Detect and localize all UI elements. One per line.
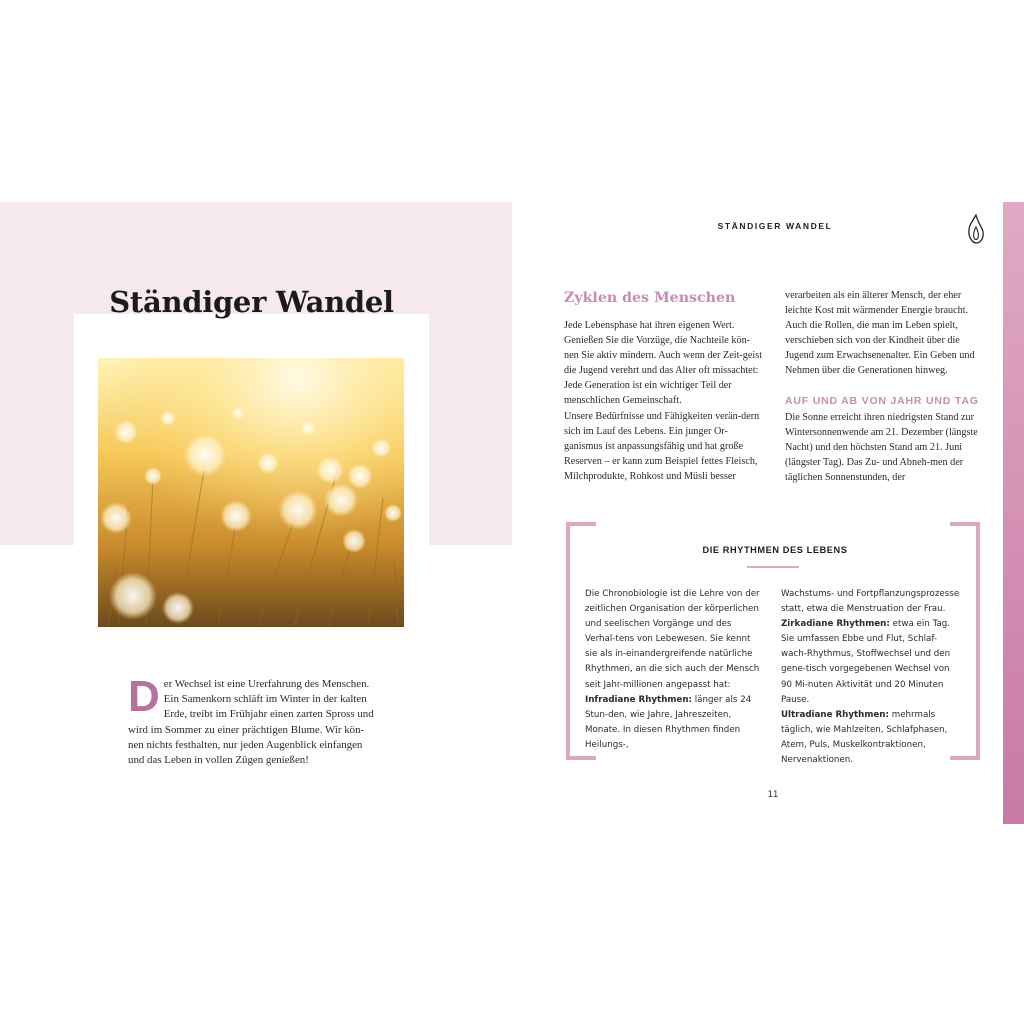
- dandelion-photo: [98, 358, 404, 627]
- flame-icon: [966, 214, 986, 244]
- ultradian-label: Ultradiane Rhythmen:: [781, 709, 889, 720]
- page-edge-strip: [1003, 202, 1024, 824]
- box-column-1: [585, 587, 763, 753]
- col2-paragraph-2: Die Sonne erreicht ihren niedrigsten Stand zur Wintersonnenwende am 21. Dezember (längste Nacht) und den höchsten Stand am 21. Juni (längster Tag). Das Zu- und Abneh-men der täglichen Sonnenstunden, der: [785, 411, 978, 483]
- col1-paragraph-1: Jede Lebensphase hat ihren eigenen Wert. Genießen Sie die Vorzüge, die Nachteile kön-nen Sie aktiv mindern. Auch wenn der Zeit-geist die Jugend verehrt und das Alter oft missachtet: Jede Generation ist ein wichtiger Teil der menschlichen Gemeinschaft.: [564, 320, 763, 407]
- text-column-2: [785, 288, 985, 485]
- col1-paragraph-2: Unsere Bedürfnisse und Fähigkeiten verän-dern sich im Lauf des Lebens. Ein junger Or-ganismus ist anpassungsfähig und hat große Reserven – er kann zum Beispiel fettes Fleisch, Milchprodukte, Rohkost und Müsli besser: [564, 410, 760, 482]
- intro-text: er Wechsel ist eine Urerfahrung des Menschen. Ein Samenkorn schläft im Winter in der kalten Erde, treibt im Frühjahr einen zarten Spross und wird im Sommer zu einer prächtigen Blume. Wir kön-nen nichts festhalten, nur jeden Augenblick einfangen und das Leben in vollen Zügen genießen!: [128, 678, 374, 767]
- infradian-label: Infradiane Rhythmen:: [585, 694, 692, 705]
- box-col1-text: Die Chronobiologie ist die Lehre von der zeitlichen Organisation der körperlichen und seelischen Vorgänge und des Verhal-tens von Lebewesen. Sie kennt sie als in-einandergreifende natürliche Rhythmen, an die sich auch der Mensch seit Jahr-millionen angepasst hat:: [585, 589, 760, 690]
- intro-paragraph: [128, 672, 376, 768]
- col2-paragraph-1: verarbeiten als ein älterer Mensch, der eher leichte Kost mit wärmender Energie braucht. Auch die Rollen, die man im Leben spielt, verschieben sich von der Kindheit über die Jugend zum Erwachsenenalter. Ein Geben und Nehmen über die Generationen hinweg.: [785, 290, 975, 377]
- box-column-2: [781, 587, 961, 768]
- drop-cap: D: [128, 672, 160, 721]
- section-title: Zyklen des Menschen: [564, 290, 736, 306]
- zirkadian-text: etwa ein Tag. Sie umfassen Ebbe und Flut, Schlaf-wach-Rhythmus, Stoffwechsel und den gene-tisch vorgegebenen Wechsel von 90 Mi-nuten Aktivität und 20 Minuten Pause.: [781, 619, 951, 705]
- text-column-1: [564, 288, 764, 484]
- ultradian-text: mehrmals täglich, wie Mahlzeiten, Schlafphasen, Atem, Puls, Muskelkontraktionen, Nervenaktionen.: [781, 709, 948, 766]
- box-title-rule: [747, 566, 799, 568]
- infradian-text: länger als 24 Stun-den, wie Jahre, Jahreszeiten, Monate. In diesen Rhythmen finden Heilungs-,: [585, 694, 752, 750]
- box-col2-text: Wachstums- und Fortpflanzungsprozesse statt, etwa die Menstruation der Frau.: [781, 589, 960, 615]
- box-title: DIE RHYTHMEN DES LEBENS: [702, 545, 848, 555]
- zirkadian-label: Zirkadiane Rhythmen:: [781, 619, 890, 630]
- page-number: 11: [767, 790, 779, 800]
- chapter-title: Ständiger Wandel: [109, 285, 394, 319]
- running-head: STÄNDIGER WANDEL: [717, 221, 833, 231]
- subheading: AUF UND AB VON JAHR UND TAG: [785, 394, 979, 407]
